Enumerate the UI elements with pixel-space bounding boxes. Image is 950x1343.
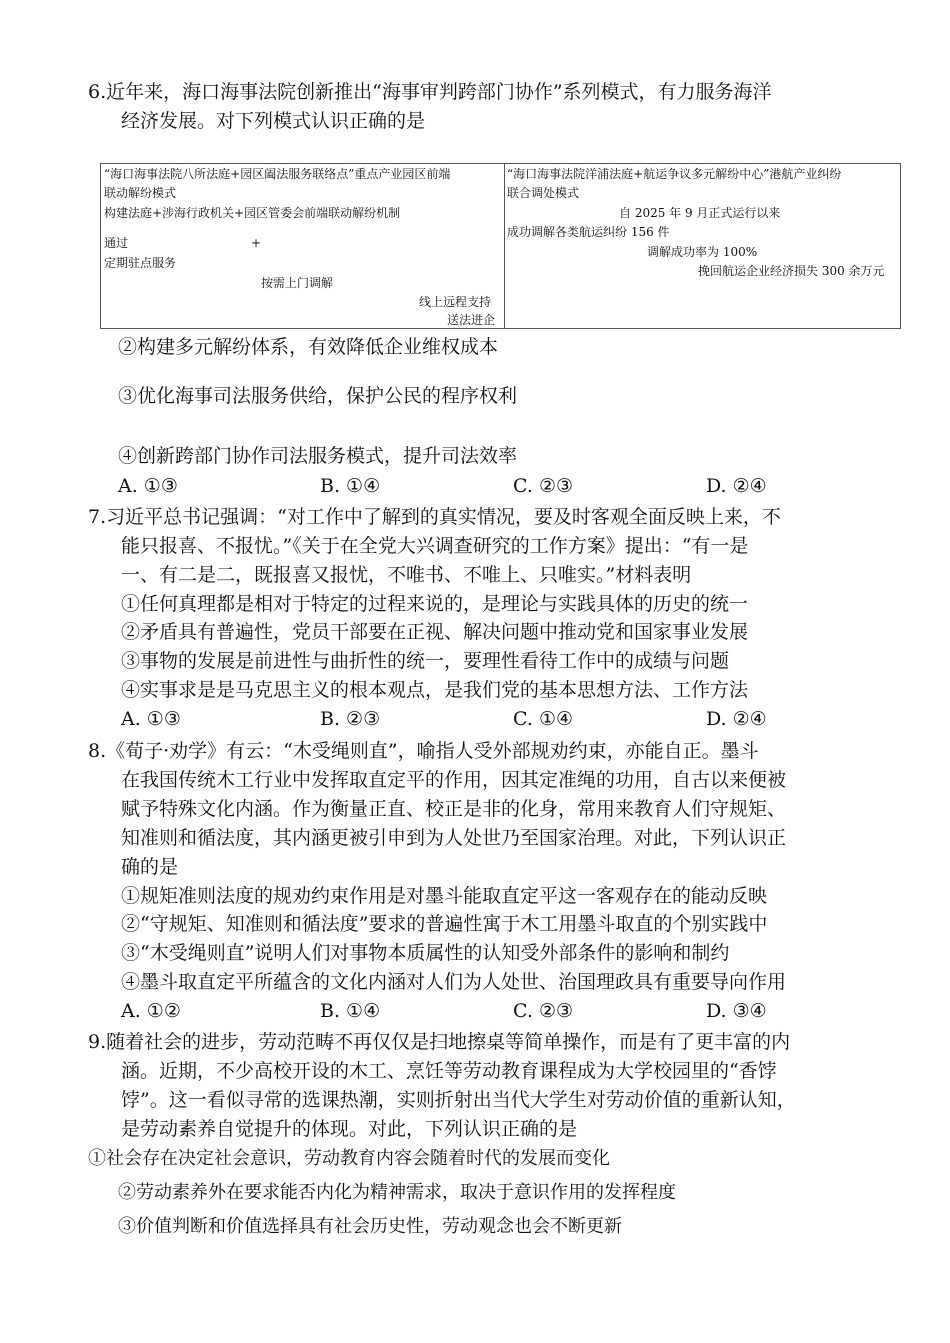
left-plus: + — [251, 236, 262, 250]
left-line-3: 构建法庭+涉海行政机关+园区管委会前端联动解纷机制 — [104, 206, 401, 220]
q8-stem-line-5: 确的是 — [121, 856, 179, 878]
left-title-2: 联动解纷模式 — [104, 186, 177, 200]
q7-stem-line-1: 7.习近平总书记强调：“对工作中了解到的真实情况，要及时客观全面反映上来，不 — [88, 506, 781, 528]
q8-option-a[interactable]: A. ①② — [121, 1000, 181, 1022]
q9-item-3: ③价值判断和价值选择具有社会历史性，劳动观念也会不断更新 — [118, 1216, 622, 1237]
q7-stem-line-3: 一、有二是二，既报喜又报忧，不唯书、不唯上、只唯实。”材料表明 — [121, 564, 692, 586]
q7-item-4: ④实事求是是马克思主义的根本观点，是我们党的基本思想方法、工作方法 — [121, 679, 749, 701]
q8-option-d[interactable]: D. ③④ — [706, 1000, 767, 1022]
q6-item-2: ②构建多元解纷体系，有效降低企业维权成本 — [118, 336, 499, 358]
right-title-1: “海口海事法院洋浦法庭+航运争议多元解纷中心”港航产业纠纷 — [507, 167, 842, 181]
q9-item-1: ①社会存在决定社会意识，劳动教育内容会随着时代的发展而变化 — [88, 1148, 610, 1169]
q6-material-table — [100, 163, 901, 329]
q6-option-d[interactable]: D. ②④ — [706, 475, 767, 497]
q6-item-4: ④创新跨部门协作司法服务模式，提升司法效率 — [118, 445, 518, 467]
q8-stem-line-1: 8.《荀子·劝学》有云：“木受绳则直”，喻指人受外部规劝约束，亦能自正。墨斗 — [88, 740, 759, 762]
q7-option-d[interactable]: D. ②④ — [706, 708, 767, 730]
q6-option-c[interactable]: C. ②③ — [513, 475, 574, 497]
q9-stem-line-3: 饽”。这一看似寻常的选课热潮，实则折射出当代大学生对劳动价值的重新认知， — [121, 1089, 796, 1111]
left-service-2: 按需上门调解 — [261, 276, 334, 290]
left-via: 通过 — [104, 236, 129, 250]
q7-item-3: ③事物的发展是前进性与曲折性的统一，要理性看待工作中的成绩与问题 — [121, 650, 730, 672]
q9-stem-line-4: 是劳动素养自觉提升的体现。对此，下列认识正确的是 — [121, 1118, 578, 1140]
q7-item-1: ①任何真理都是相对于特定的过程来说的，是理论与实践具体的历史的统一 — [121, 593, 749, 615]
q6-stem-line-2: 经济发展。对下列模式认识正确的是 — [121, 110, 426, 132]
left-service-1: 定期驻点服务 — [104, 256, 177, 270]
left-service-3: 线上远程支持 — [419, 295, 492, 309]
q8-item-4: ④墨斗取直定平所蕴含的文化内涵对人们为人处世、治国理政具有重要导向作用 — [121, 971, 787, 993]
q8-stem-line-4: 知准则和循法度，其内涵更被引申到为人处世乃至国家治理。对此，下列认识正 — [121, 827, 787, 849]
table-divider — [504, 164, 505, 328]
right-title-2: 联合调处模式 — [507, 186, 580, 200]
q8-item-1: ①规矩准则法度的规劝约束作用是对墨斗能取直定平这一客观存在的能动反映 — [121, 885, 768, 907]
right-line-3: 自 2025 年 9 月正式运行以来 — [619, 206, 781, 220]
q8-option-c[interactable]: C. ②③ — [513, 1000, 574, 1022]
q8-option-b[interactable]: B. ①④ — [320, 1000, 381, 1022]
q7-item-2: ②矛盾具有普遍性，党员干部要在正视、解决问题中推动党和国家事业发展 — [121, 621, 749, 643]
right-line-5: 调解成功率为 100% — [647, 245, 758, 259]
q6-item-3: ③优化海事司法服务供给，保护公民的程序权利 — [118, 385, 518, 407]
left-service-4: 送法进企 — [447, 313, 496, 327]
q8-stem-line-3: 赋予特殊文化内涵。作为衡量正直、校正是非的化身，常用来教育人们守规矩、 — [121, 798, 787, 820]
q7-option-a[interactable]: A. ①③ — [121, 708, 181, 730]
q7-option-b[interactable]: B. ②③ — [320, 708, 381, 730]
right-line-6: 挽回航运企业经济损失 300 余万元 — [698, 264, 885, 278]
q6-stem-line-1: 6.近年来，海口海事法院创新推出“海事审判跨部门协作”系列模式，有力服务海洋 — [88, 81, 772, 103]
q8-item-2: ②“守规矩、知准则和循法度”要求的普遍性寓于木工用墨斗取直的个别实践中 — [121, 913, 768, 935]
q6-option-b[interactable]: B. ①④ — [320, 475, 381, 497]
q9-stem-line-1: 9.随着社会的进步，劳动范畴不再仅仅是扫地擦桌等简单操作，而是有了更丰富的内 — [88, 1031, 791, 1053]
q8-item-3: ③“木受绳则直”说明人们对事物本质属性的认知受外部条件的影响和制约 — [121, 942, 730, 964]
left-title-1: “海口海事法院八所法庭+园区阖法服务联络点”重点产业园区前端 — [104, 167, 451, 181]
q9-item-2: ②劳动素养外在要求能否内化为精神需求，取决于意识作用的发挥程度 — [118, 1182, 676, 1203]
right-line-4: 成功调解各类航运纠纷 156 件 — [507, 225, 670, 239]
q9-stem-line-2: 涵。近期，不少高校开设的木工、烹饪等劳动教育课程成为大学校园里的“香饽 — [121, 1060, 777, 1082]
q8-stem-line-2: 在我国传统木工行业中发挥取直定平的作用，因其定准绳的功用，自古以来便被 — [121, 769, 787, 791]
q7-stem-line-2: 能只报喜、不报忧。”《关于在全党大兴调查研究的工作方案》提出：“有一是 — [121, 535, 749, 557]
q6-option-a[interactable]: A. ①③ — [118, 475, 178, 497]
q7-option-c[interactable]: C. ①④ — [513, 708, 574, 730]
